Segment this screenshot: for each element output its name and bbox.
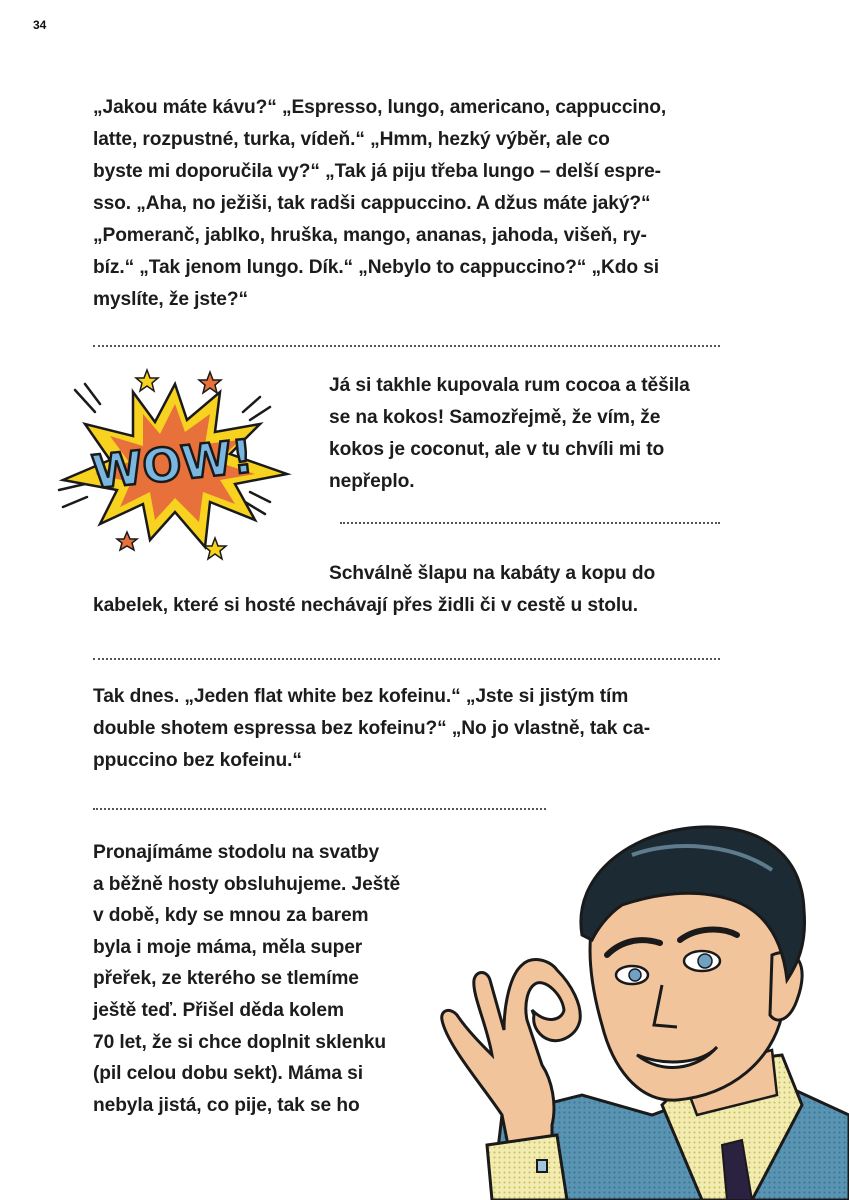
paragraph-coffee-order bbox=[93, 92, 666, 316]
dotted-divider bbox=[93, 808, 546, 810]
text-line: Pronajímáme stodolu na svatby bbox=[93, 842, 380, 863]
text-line: přeřek, ze kterého se tlemíme bbox=[93, 968, 359, 990]
text-line: ppuccino bez kofeinu.“ bbox=[93, 750, 302, 771]
wow-burst-illustration bbox=[55, 362, 295, 562]
dotted-divider bbox=[93, 658, 720, 660]
text-line: bíz.“ „Tak jenom lungo. Dík.“ „Nebylo to cappuccino?“ „Kdo si bbox=[93, 257, 660, 278]
text-line: Tak dnes. „Jeden flat white bez kofeinu.“ „Jste si jistým tím bbox=[93, 686, 629, 707]
text-line: Schválně šlapu na kabáty a kopu do bbox=[329, 563, 656, 584]
text-line: byla i moje máma, měla super bbox=[93, 936, 363, 958]
paragraph-coats-bags bbox=[93, 558, 655, 622]
paragraph-rum-cocoa bbox=[329, 370, 690, 498]
shirt-cuff bbox=[487, 1135, 567, 1200]
dotted-divider bbox=[93, 345, 720, 347]
text-line: nepřeplo. bbox=[329, 471, 415, 492]
text-line: Já si takhle kupovala rum cocoa a těšila bbox=[329, 375, 690, 396]
text-line: byste mi doporučila vy?“ „Tak já piju třeba lungo – delší espre- bbox=[93, 161, 661, 182]
text-line: a běžně hosty obsluhujeme. Ještě bbox=[93, 873, 401, 895]
text-line: 70 let, že si chce doplnit sklenku bbox=[93, 1031, 387, 1053]
text-line: double shotem espressa bez kofeinu?“ „No jo vlastně, tak ca- bbox=[93, 718, 650, 739]
text-line: (pil celou dobu sekt). Máma si bbox=[93, 1063, 363, 1085]
wow-text: WOW! bbox=[89, 428, 256, 500]
text-line: „Jakou máte kávu?“ „Espresso, lungo, americano, cappuccino, bbox=[93, 97, 667, 118]
text-line: kabelek, které si hosté nechávají přes židli či v cestě u stolu. bbox=[93, 595, 638, 616]
text-line: sso. „Aha, no ježiši, tak radši cappuccino. A džus máte jaký?“ bbox=[93, 193, 651, 214]
page-number: 34 bbox=[33, 18, 47, 32]
text-line: se na kokos! Samozřejmě, že vím, že bbox=[329, 407, 661, 428]
paragraph-flat-white bbox=[93, 681, 650, 777]
cufflink bbox=[537, 1160, 547, 1172]
dotted-divider bbox=[340, 522, 720, 524]
text-line: kokos je coconut, ale v tu chvíli mi to bbox=[329, 439, 665, 460]
text-line: „Pomeranč, jablko, hruška, mango, ananas, jahoda, višeň, ry- bbox=[93, 225, 647, 246]
text-line: latte, rozpustné, turka, vídeň.“ „Hmm, hezký výběr, ale co bbox=[93, 129, 610, 150]
text-line: ještě teď. Přišel děda kolem bbox=[93, 999, 344, 1021]
man-ok-gesture-illustration bbox=[432, 815, 849, 1200]
text-line: nebyla jistá, co pije, tak se ho bbox=[93, 1094, 360, 1116]
text-line: v době, kdy se mnou za barem bbox=[93, 905, 369, 927]
paragraph-wedding-barn bbox=[93, 837, 400, 1121]
text-line: myslíte, že jste?“ bbox=[93, 289, 248, 310]
